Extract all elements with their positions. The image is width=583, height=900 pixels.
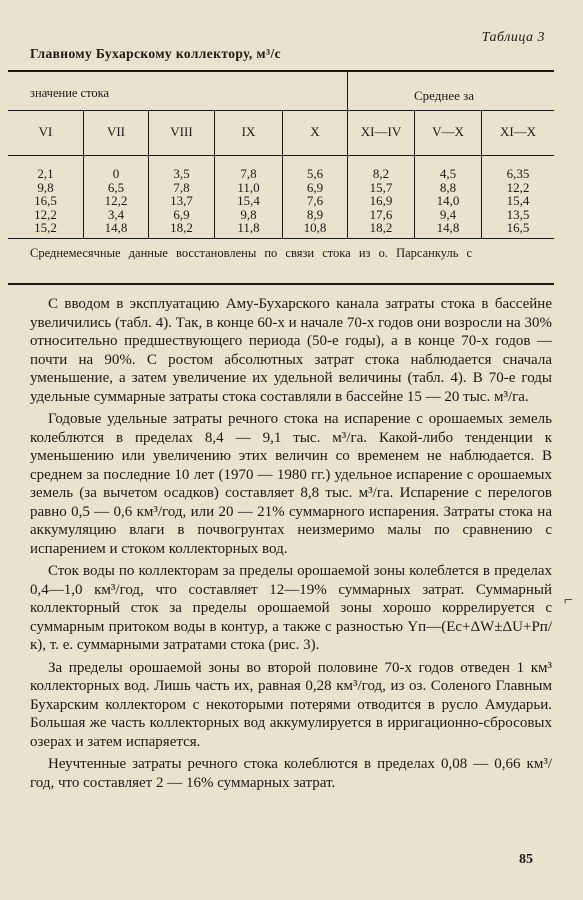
paragraph: За пределы орошаемой зоны во второй половине 70-х годов отведен 1 км³ коллекторных вод. Лишь часть их, равная 0,28 км³/год, из оз. Соленого Главным Бухарским коллектором с некоторыми потерями отводится в русло Амударьи. Большая же часть коллекторных вод аккумулируется в ирригационно-сбросовых озерах и затем испаряется. <box>30 659 552 750</box>
table-column-vi <box>8 167 83 235</box>
table-cell: 7,8 <box>173 179 190 195</box>
table-caption: Главному Бухарскому коллектору, м³/с <box>30 46 282 61</box>
paragraph: С вводом в эксплуатацию Аму-Бухарского канала затраты стока в бассейне увеличились (табл. 4). Так, в конце 60-х и начале 70-х годов они возросли на 30% относительно предшествующего периода (50-е годы), а в конце 70-х годов — почти на 90%. С ростом абсолютных затрат стока наблюдается сначала уменьшение, а затем увеличение их удельной величины (табл. 4). В 70-е годы удельные суммарные затраты стока составляли в бассейне 15 — 20 тыс. м³/га. <box>30 296 552 405</box>
table-cell: 18,2 <box>170 220 193 235</box>
table-column-v-x <box>415 167 481 235</box>
table-cell: 6,9 <box>306 179 324 195</box>
table-top-rule <box>8 70 554 72</box>
table-cell: 8,2 <box>372 166 390 181</box>
table-cell: 16,5 <box>506 220 530 235</box>
paragraph: Годовые удельные затраты речного стока на испарение с орошаемых земель колеблются в пределах 8,4 — 9,1 тыс. м³/га. Какой-либо тенденции к уменьшению или увеличению этих величин со временем не наблюдается. В среднем за последние 10 лет (1970 — 1980 гг.) удельное испарение с орошаемых земель (за вычетом осадков) составляет 8,8 тыс. м³/га. Испарение с перелогов равно 0,5 — 0,6 км³/год, или 20 — 21% суммарного испарения. Затраты стока на аккумуляцию влаги в почвогрунтах неизмеримо малы по сравнению с испарением и стоком коллекторных вод. <box>30 411 552 557</box>
table-cell: 7,8 <box>240 166 257 181</box>
table-cell: 9,8 <box>37 179 54 195</box>
table-cell: 15,7 <box>369 179 393 195</box>
table-col-header: XI—IV <box>360 124 402 139</box>
table-cell: 12,2 <box>506 179 530 195</box>
table-cell: 16,9 <box>369 193 393 208</box>
table-column-x <box>283 167 347 235</box>
table-col-header: XI—X <box>499 124 537 139</box>
table-cell: 11,8 <box>237 220 260 235</box>
table-cell: 15,2 <box>34 220 57 235</box>
table-column-xi-iv <box>348 167 414 235</box>
table-cell: 8,8 <box>439 179 457 195</box>
table-column-vii <box>84 167 148 235</box>
margin-pencil-mark: ⌐ <box>563 592 573 609</box>
table-label: Таблица 3 <box>481 30 545 45</box>
table-cell: 16,5 <box>34 193 57 208</box>
table-cell: 9,8 <box>240 206 257 222</box>
table-col-header: VI <box>38 124 53 139</box>
table-cell: 15,4 <box>237 193 260 208</box>
table-header-rule <box>8 155 554 156</box>
paragraph: Неучтенные затраты речного стока колеблются в пределах 0,08 — 0,66 км³/год, что составляет 2 — 16% суммарных затрат. <box>30 756 552 791</box>
table-cell: 14,8 <box>104 220 128 235</box>
table-bottom-rule <box>8 238 554 239</box>
table-group-header-left: значение стока <box>30 86 110 100</box>
table-col-header: VII <box>106 124 126 139</box>
table-cell: 8,9 <box>306 206 324 222</box>
table-footnote: Среднемесячные данные восстановлены по связи стока из о. Парсанкуль с <box>30 246 473 260</box>
table-column-viii <box>149 167 214 235</box>
table-cell: 14,8 <box>436 220 460 235</box>
table-cell: 18,2 <box>369 220 393 235</box>
table-cell: 6,5 <box>107 179 125 195</box>
table-cell: 12,2 <box>104 193 128 208</box>
table-cell: 17,6 <box>369 206 393 222</box>
table-cell: 7,6 <box>306 193 324 208</box>
table-cell: 11,0 <box>237 179 260 195</box>
table-cell: 10,8 <box>303 220 327 235</box>
body-text <box>30 295 552 796</box>
table-cell: 14,0 <box>436 193 460 208</box>
table-cell: 3,5 <box>173 166 190 181</box>
table-cell: 6,9 <box>173 206 190 222</box>
table-cell: 5,6 <box>306 166 324 181</box>
table-group-rule <box>8 110 554 111</box>
table-cell: 3,4 <box>107 206 125 222</box>
table-cell: 9,4 <box>439 206 457 222</box>
table-col-header: VIII <box>170 124 193 139</box>
page-number: 85 <box>519 852 533 867</box>
table-col-header: IX <box>241 124 256 139</box>
paragraph: Сток воды по коллекторам за пределы орошаемой зоны колеблется в пределах 0,4—1,0 км³/год, что составляет 12—19% суммарных затрат. Суммарный коллекторный сток за пределы орошаемой зоны хорошо коррелируется с суммарным притоком воды в контур, а также с разностью Yп—(Eс+ΔW±ΔU+Pп/к), т. е. суммарными затратами стока (рис. 3). <box>30 563 552 653</box>
table-cell: 0 <box>112 166 120 181</box>
table-cell: 2,1 <box>37 166 54 181</box>
table-cell: 13,5 <box>506 206 530 222</box>
table-column-xi-x <box>482 167 554 235</box>
table-cell: 6,35 <box>506 166 530 181</box>
table-cell: 4,5 <box>439 166 457 181</box>
table-cell: 12,2 <box>34 206 57 222</box>
table-column-ix <box>215 167 282 235</box>
section-divider <box>8 283 554 285</box>
table-cell: 15,4 <box>506 193 530 208</box>
table-group-header-right: Среднее за <box>414 88 475 103</box>
table-col-header: X <box>310 124 320 139</box>
table-cell: 13,7 <box>170 193 193 208</box>
table-col-header: V—X <box>432 124 464 139</box>
